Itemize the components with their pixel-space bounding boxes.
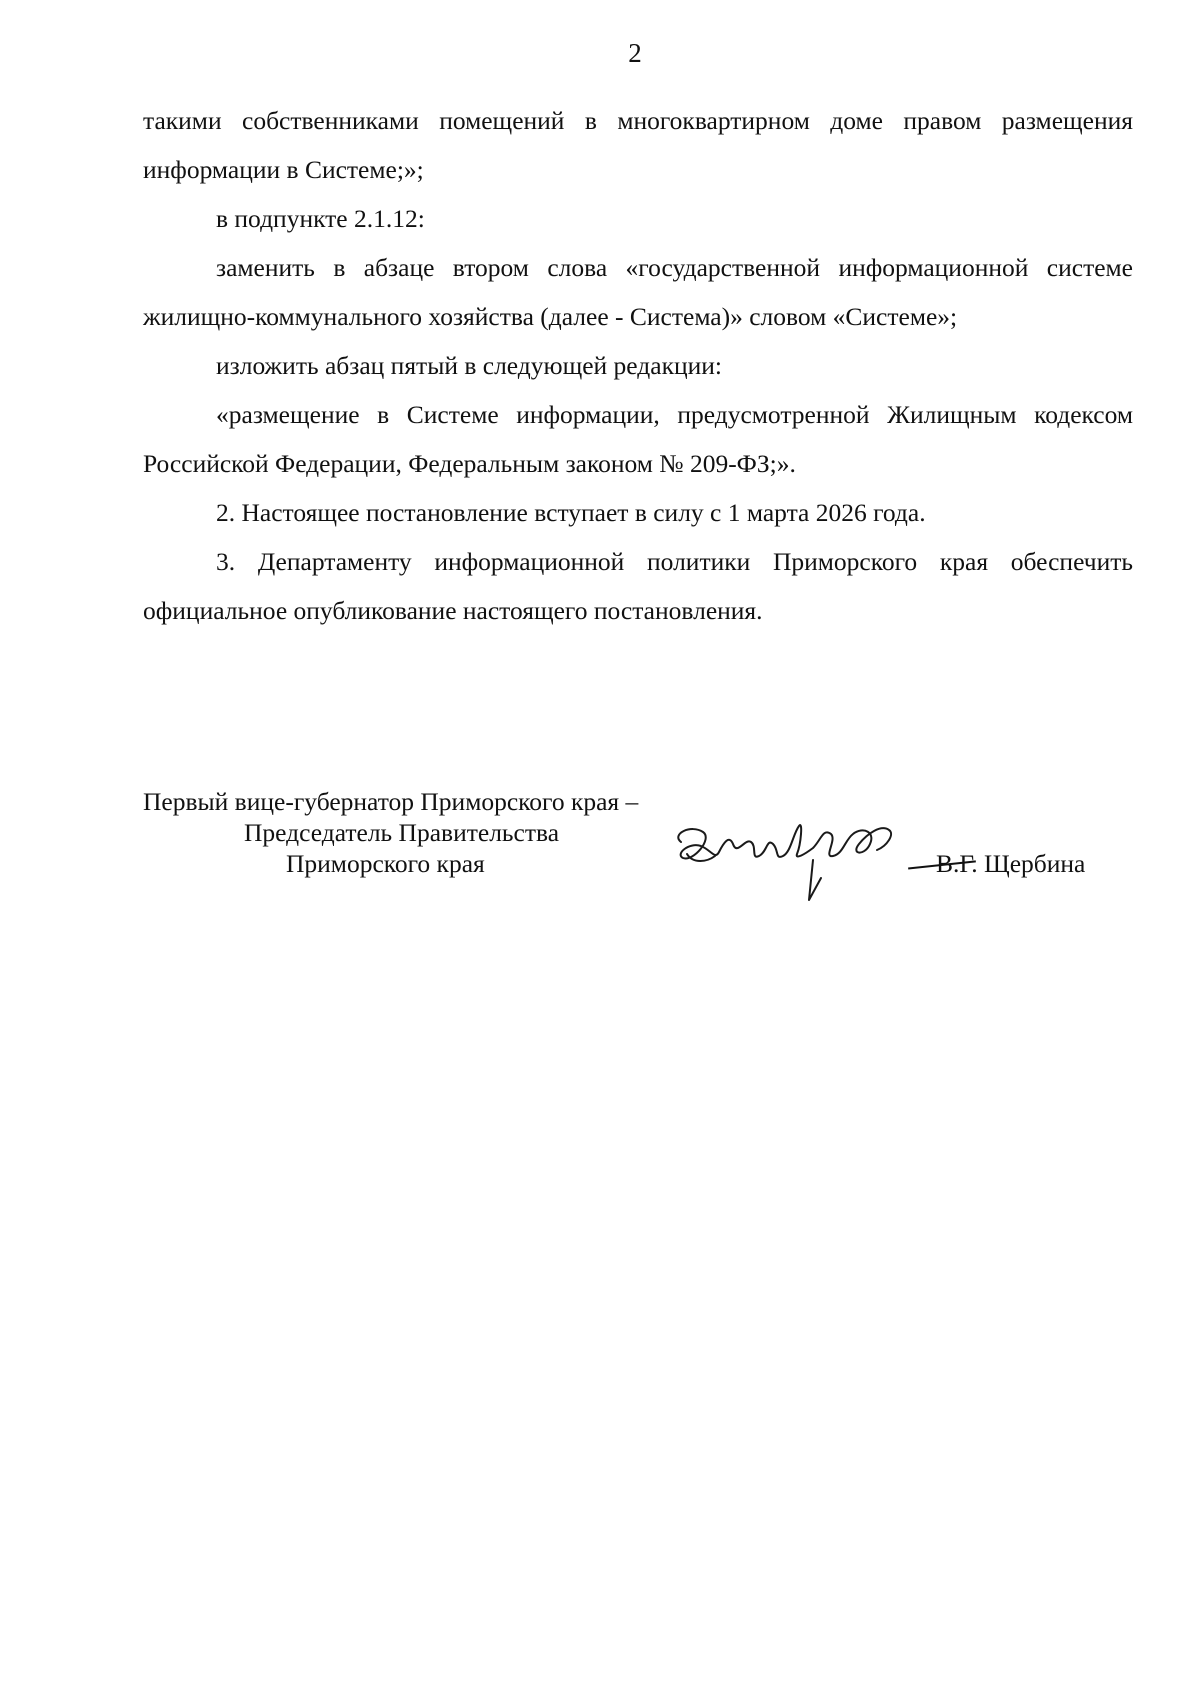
signer-title-line-2: Председатель Правительства [244, 818, 560, 847]
page-number: 2 [628, 38, 642, 68]
paragraph-restate-intro: изложить абзац пятый в следующей редакции: [216, 351, 722, 380]
signature-block [143, 786, 1143, 916]
paragraph-continuation: такими собственниками помещений в многоквартирном доме правом размещения информации в Системе;»; [143, 106, 1133, 184]
signature-stroke-2 [809, 860, 821, 900]
document-body [143, 96, 1133, 635]
signature-stroke-1 [678, 825, 891, 858]
signature-stroke-3 [687, 854, 715, 861]
signer-title-line-1: Первый вице-губернатор Приморского края – [143, 787, 639, 816]
signer-initials: В.Г. [936, 849, 978, 878]
signer-title-line-3: Приморского края [286, 849, 485, 878]
signer-name [936, 848, 1085, 879]
paragraph-item-2: 2. Настоящее постановление вступает в силу с 1 марта 2026 года. [216, 498, 926, 527]
paragraph-restated-text: «размещение в Системе информации, предусмотренной Жилищным кодексом Российской Федерации, Федеральным законом № 209-ФЗ;». [143, 400, 1133, 478]
paragraph-subclause: в подпункте 2.1.12: [216, 204, 425, 233]
paragraph-replace-words: заменить в абзаце втором слова «государственной информационной системе жилищно-коммунального хозяйства (далее - Система)» словом «Системе»; [143, 253, 1133, 331]
signer-surname: Щербина [984, 849, 1086, 878]
paragraph-item-3: 3. Департаменту информационной политики Приморского края обеспечить официальное опубликование настоящего постановления. [143, 547, 1133, 625]
handwritten-signature [663, 804, 963, 914]
